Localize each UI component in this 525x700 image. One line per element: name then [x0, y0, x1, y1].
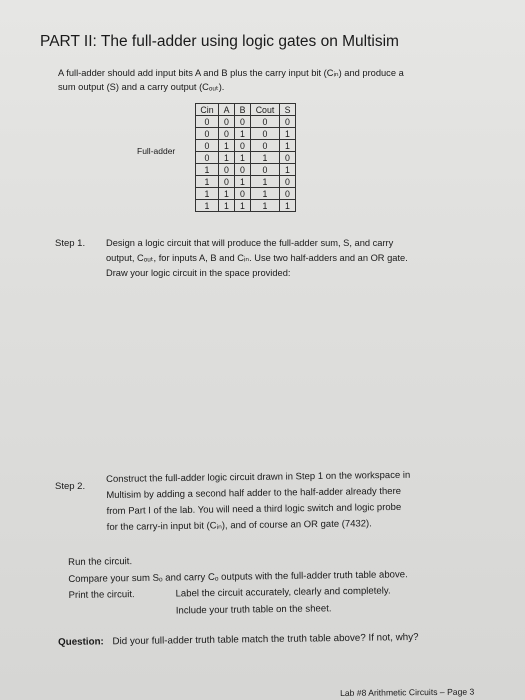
table-row [196, 140, 296, 152]
question-text: Did your full-adder truth table match the truth table above? If not, why? [112, 631, 419, 648]
table-cell: 0 [235, 140, 251, 152]
page-footer: Lab #8 Arithmetic Circuits – Page 3 [340, 686, 475, 698]
run-line-3-label: Print the circuit. [68, 589, 135, 601]
table-cell: 0 [219, 176, 235, 188]
table-cell: 0 [219, 164, 235, 176]
table-cell: 1 [235, 128, 251, 140]
run-line-2: Compare your sum Sₒ and carry Cₒ outputs with the full-adder truth table above. [68, 568, 408, 585]
step1-line-2: output, Cₒᵤₜ, for inputs A, B and Cᵢₙ. Use two half-adders and an OR gate. [106, 253, 408, 263]
page-title: PART II: The full-adder using logic gates on Multisim [40, 33, 399, 50]
table-cell: 0 [196, 128, 219, 140]
table-cell: 0 [196, 140, 219, 152]
step2-line-4: for the carry-in input bit (Cᵢₙ), and of course an OR gate (7432). [106, 518, 372, 533]
table-cell: 0 [280, 116, 296, 128]
table-cell: 1 [251, 200, 280, 212]
table-row [196, 200, 296, 212]
col-header-s: S [280, 104, 296, 116]
step1-line-3: Draw your logic circuit in the space provided: [106, 268, 291, 278]
table-cell: 1 [251, 152, 280, 164]
step2-line-2: Multisim by adding a second half adder to the half-adder already there [106, 485, 402, 501]
step2-text [106, 466, 502, 536]
table-cell: 0 [251, 128, 280, 140]
table-cell: 1 [280, 164, 296, 176]
table-cell: 0 [219, 128, 235, 140]
intro-line-2: sum output (S) and a carry output (Cₒᵤₜ). [58, 82, 225, 92]
table-cell: 0 [196, 116, 219, 128]
question-label: Question: [58, 636, 104, 648]
step2-label: Step 2. [55, 481, 86, 492]
table-cell: 0 [235, 116, 251, 128]
table-cell: 1 [280, 140, 296, 152]
truth-table-header-row [196, 104, 296, 116]
intro-paragraph [58, 66, 498, 94]
table-cell: 1 [251, 188, 280, 200]
table-cell: 1 [280, 128, 296, 140]
col-header-a: A [219, 104, 235, 116]
full-adder-label: Full-adder [137, 146, 176, 156]
step1-label: Step 1. [55, 238, 86, 249]
table-cell: 0 [251, 116, 280, 128]
table-cell: 1 [219, 152, 235, 164]
table-cell: 0 [235, 164, 251, 176]
table-row [196, 116, 296, 128]
table-row [196, 188, 296, 200]
table-cell: 0 [219, 116, 235, 128]
table-cell: 0 [196, 152, 219, 164]
table-cell: 1 [235, 152, 251, 164]
table-cell: 1 [219, 200, 235, 212]
table-row [196, 176, 296, 188]
run-line-1: Run the circuit. [68, 556, 133, 568]
intro-line-1: A full-adder should add input bits A and B plus the carry input bit (Cᵢₙ) and produce a [58, 68, 404, 78]
question [58, 631, 498, 648]
table-cell: 1 [235, 176, 251, 188]
table-cell: 1 [251, 176, 280, 188]
table-row [196, 152, 296, 164]
run-line-4: Include your truth table on the sheet. [175, 602, 332, 616]
table-row [196, 164, 296, 176]
step1-text [106, 236, 501, 281]
table-cell: 0 [235, 188, 251, 200]
table-cell: 1 [235, 200, 251, 212]
run-line-3-text: Label the circuit accurately, clearly and completely. [175, 585, 391, 600]
step2-line-1: Construct the full-adder logic circuit drawn in Step 1 on the workspace in [106, 469, 411, 485]
step2-line-3: from Part I of the lab. You will need a third logic switch and logic probe [106, 501, 402, 517]
step1-line-1: Design a logic circuit that will produce the full-adder sum, S, and carry [106, 238, 394, 248]
col-header-cin: Cin [196, 104, 219, 116]
table-cell: 1 [196, 176, 219, 188]
col-header-b: B [235, 104, 251, 116]
table-cell: 0 [280, 188, 296, 200]
table-cell: 1 [219, 140, 235, 152]
table-row [196, 128, 296, 140]
table-cell: 0 [251, 164, 280, 176]
table-cell: 0 [280, 152, 296, 164]
truth-table [195, 103, 296, 212]
table-cell: 0 [251, 140, 280, 152]
table-cell: 0 [280, 176, 296, 188]
table-cell: 1 [196, 164, 219, 176]
col-header-cout: Cout [251, 104, 280, 116]
table-cell: 1 [219, 188, 235, 200]
table-cell: 1 [280, 200, 296, 212]
run-instructions [68, 549, 499, 621]
table-cell: 1 [196, 188, 219, 200]
table-cell: 1 [196, 200, 219, 212]
